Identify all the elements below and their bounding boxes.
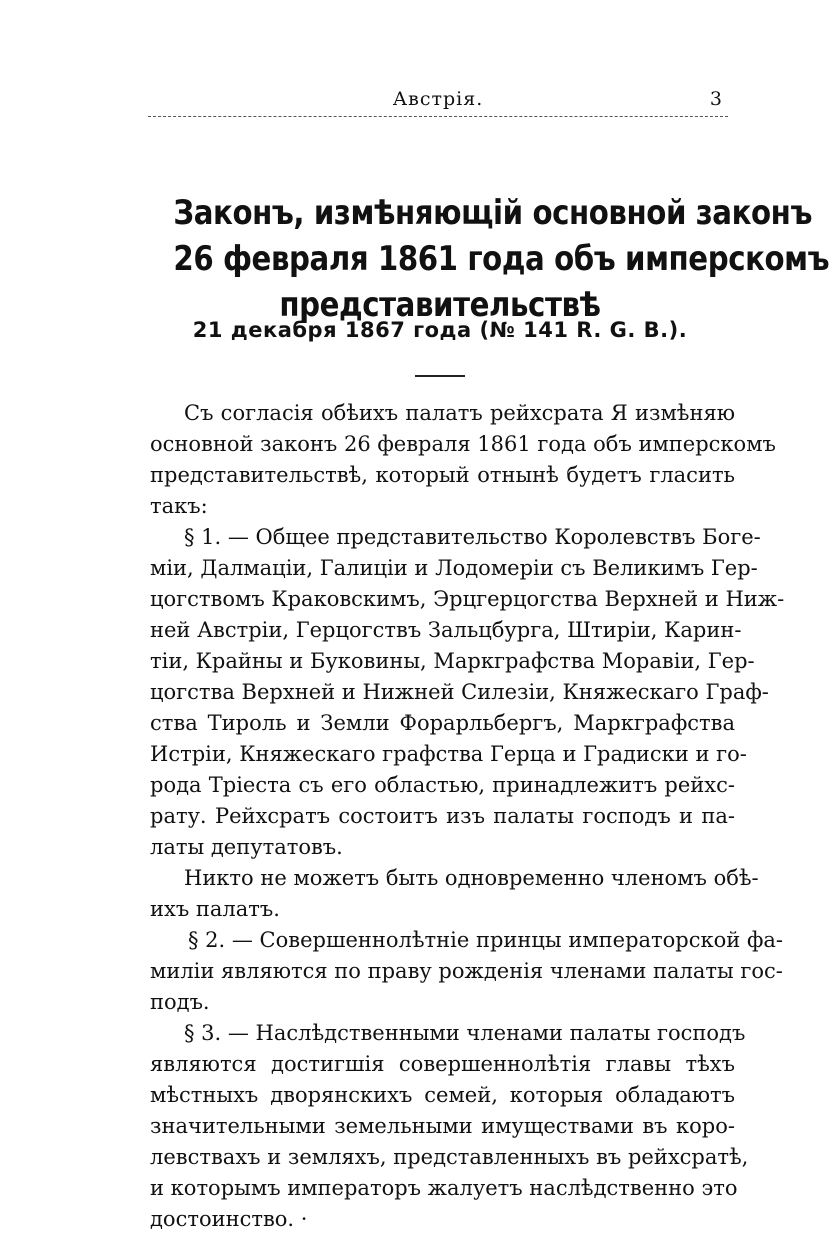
title-line: Законъ, измѣняющій основной законъ (173, 193, 813, 233)
section-1-line: § 1. — Общее представительство Королевствъ Боге- (184, 525, 761, 549)
running-title: Австрія. (392, 88, 484, 110)
section-3-line: являются достигшія совершеннолѣтія главы тѣхъ (150, 1052, 735, 1076)
section-3-line: значительными земельными имуществами въ коро- (150, 1114, 735, 1138)
section-1-line: рода Тріеста съ его областью, принадлежитъ рейхс- (150, 773, 735, 797)
text-line: представительствѣ, который отнынѣ будетъ гласить (150, 463, 735, 487)
title-line: 26 февраля 1861 года объ имперскомъ (173, 239, 830, 279)
section-1-line: тіи, Крайны и Буковины, Маркграфства Моравіи, Гер- (150, 649, 755, 673)
note-line: Никто не можетъ быть одновременно членомъ обѣ- (184, 866, 759, 890)
section-1-line: латы депутатовъ. (150, 835, 343, 859)
title-divider (415, 375, 465, 377)
law-date-subtitle: 21 декабря 1867 года (№ 141 R. G. B.). (192, 318, 688, 342)
text-line: Съ согласія обѣихъ палатъ рейхсрата Я измѣняю (184, 401, 735, 425)
section-2-line: подъ. (150, 990, 210, 1014)
section-1-line: рату. Рейхсратъ состоитъ изъ палаты господъ и па- (150, 804, 735, 828)
page-number: 3 (709, 88, 722, 110)
section-1-line: Истріи, Княжескаго графства Герца и Градиски и го- (150, 742, 747, 766)
running-header (148, 88, 728, 118)
law-body (150, 398, 785, 1235)
section-1-line: ства Тироль и Земли Форарльбергъ, Маркграфства (150, 711, 735, 735)
text-line: такъ: (150, 494, 208, 518)
section-3-line: мѣстныхъ дворянскихъ семей, которыя обладаютъ (150, 1083, 735, 1107)
text-line: основной законъ 26 февраля 1861 года объ имперскомъ (150, 432, 776, 456)
section-1-line: міи, Далмаціи, Галиціи и Лодомеріи съ Великимъ Гер- (150, 556, 758, 580)
section-1-line: цогствомъ Краковскимъ, Эрцгерцогства Верхней и Ниж- (150, 587, 785, 611)
header-rule (148, 116, 728, 117)
title-line: представительствѣ (279, 285, 601, 325)
section-3-line: левствахъ и земляхъ, представленныхъ въ рейхсратѣ, (150, 1145, 749, 1169)
section-3-line: и которымъ императоръ жалуетъ наслѣдственно это (150, 1176, 738, 1200)
section-3-line: достоинство. · (150, 1207, 308, 1231)
law-title (130, 190, 830, 328)
section-2-line: § 2. — Совершеннолѣтніе принцы императорской фа- (188, 928, 783, 952)
section-1-line: ней Австріи, Герцогствъ Зальцбурга, Штиріи, Карин- (150, 618, 742, 642)
note-line: ихъ палатъ. (150, 897, 280, 921)
section-3-line: § 3. — Наслѣдственными членами палаты господъ (184, 1021, 746, 1045)
section-2-line: миліи являются по праву рожденія членами палаты гос- (150, 959, 783, 983)
section-1-line: цогства Верхней и Нижней Силезіи, Княжескаго Граф- (150, 680, 769, 704)
